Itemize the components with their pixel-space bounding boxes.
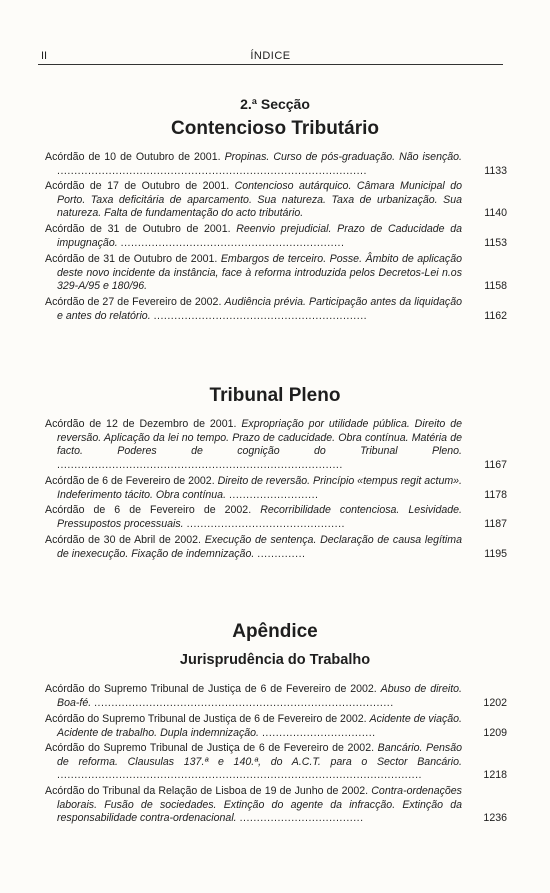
index-entry: Acórdão de 10 de Outubro de 2001. Propinas. Curso de pós-graduação. Não isenção. .......................................................................................... 1133 bbox=[45, 151, 507, 177]
entry-lead: Acórdão de 12 de Dezembro de 2001. bbox=[45, 418, 237, 430]
index-entry: Acórdão do Supremo Tribunal de Justiça de 6 de Fevereiro de 2002. Abuso de direito. Boa-fé. ....................................................................................... 1202 bbox=[45, 683, 507, 709]
entry-description: Contra-ordenações laborais. Fusão de sociedades. Extinção do agente da infracção. Extinção da responsabilidade contra-ordenacional. bbox=[57, 785, 462, 824]
entry-lead: Acórdão de 27 de Fevereiro de 2002. bbox=[45, 296, 222, 308]
entry-lead: Acórdão de 6 de Fevereiro de 2002. bbox=[45, 504, 252, 516]
entry-description: Embargos de terceiro. Posse. Âmbito de aplicação deste novo incidente da instância, face à reforma introduzida pelos Decretos-Lei n.os 329-A/95 e 180/96. bbox=[57, 253, 462, 292]
index-entry: Acórdão de 31 de Outubro de 2001. Reenvio prejudicial. Prazo de Caducidade da impugnação. ................................................................. 1153 bbox=[45, 223, 507, 249]
index-entry: Acórdão de 12 de Dezembro de 2001. Expropriação por utilidade pública. Direito de reversão. Aplicação da lei no tempo. Prazo de caducidade. Obra contínua. Matéria de facto. Poderes de cognição do Tribunal Pleno. ................................................................................... 1167 bbox=[45, 418, 507, 471]
section-subtitle: 2.ª Secção bbox=[240, 96, 310, 112]
entry-page: 1236 bbox=[483, 812, 507, 824]
index-entry: Acórdão do Supremo Tribunal de Justiça de 6 de Fevereiro de 2002. Bancário. Pensão de reforma. Clausulas 137.ª e 140.ª, do A.C.T. para o Sector Bancário. .......................................................................................................... 1218 bbox=[45, 742, 507, 781]
entry-page: 1202 bbox=[483, 696, 507, 709]
entry-page: 1167 bbox=[484, 458, 507, 471]
entry-lead: Acórdão do Tribunal da Relação de Lisboa de 19 de Junho de 2002. bbox=[45, 785, 369, 797]
entry-lead: Acórdão de 10 de Outubro de 2001. bbox=[45, 151, 221, 163]
index-entry: Acórdão de 6 de Fevereiro de 2002. Direito de reversão. Princípio «tempus regit actum». Indeferimento tácito. Obra contínua. .......................... 1178 bbox=[45, 475, 507, 501]
entry-description: Abuso de direito. Boa-fé. bbox=[57, 683, 462, 709]
section-title: Tribunal Pleno bbox=[209, 385, 341, 406]
entry-lead: Acórdão de 31 de Outubro de 2001. bbox=[45, 253, 218, 265]
entry-lead: Acórdão do Supremo Tribunal de Justiça de 6 de Fevereiro de 2002. bbox=[45, 742, 375, 754]
entry-lead: Acórdão de 31 de Outubro de 2001. bbox=[45, 223, 231, 235]
entry-page: 1187 bbox=[484, 517, 507, 530]
entry-description: Bancário. Pensão de reforma. Clausulas 137.ª e 140.ª, do A.C.T. para o Sector Bancário. bbox=[57, 742, 462, 768]
entry-page: 1209 bbox=[483, 726, 507, 739]
entry-description: Contencioso autárquico. Câmara Municipal do Porto. Taxa deficitária de aparcamento. Sua natureza. Taxa de urbanização. Sua natureza. Falta de fundamentação do acto tributário. bbox=[57, 180, 462, 219]
entry-description: Expropriação por utilidade pública. Direito de reversão. Aplicação da lei no tempo. Prazo de caducidade. Obra contínua. Matéria de facto. Poderes de cognição do Tribunal Pleno. bbox=[57, 418, 462, 457]
index-entry: Acórdão do Supremo Tribunal de Justiça de 6 de Fevereiro de 2002. Acidente de viação. Acidente de trabalho. Dupla indemnização. ................................. 1209 bbox=[45, 713, 507, 739]
page-number: II bbox=[41, 50, 48, 62]
index-entry: Acórdão de 27 de Fevereiro de 2002. Audiência prévia. Participação antes da liquidação e antes do relatório. .............................................................. 1162 bbox=[45, 296, 507, 322]
entry-page: 1162 bbox=[484, 309, 507, 322]
entry-page: 1178 bbox=[484, 488, 507, 501]
entry-page: 1218 bbox=[483, 769, 507, 781]
index-entry bbox=[45, 253, 515, 294]
entry-page: 1195 bbox=[484, 547, 507, 560]
entry-description: Audiência prévia. Participação antes da liquidação e antes do relatório. bbox=[57, 296, 462, 322]
entry-description: Execução de sentença. Declaração de causa legítima de inexecução. Fixação de indemnização. bbox=[57, 534, 462, 560]
index-entry bbox=[45, 180, 515, 221]
entry-lead: Acórdão do Supremo Tribunal de Justiça de 6 de Fevereiro de 2002. bbox=[45, 713, 367, 725]
entry-lead: Acórdão do Supremo Tribunal de Justiça de 6 de Fevereiro de 2002. bbox=[45, 683, 377, 695]
entry-description: Propinas. Curso de pós-graduação. Não isenção. bbox=[224, 151, 462, 163]
entry-description: Direito de reversão. Princípio «tempus regit actum». Indeferimento tácito. Obra contínua. bbox=[57, 475, 462, 501]
entry-description: Acidente de viação. Acidente de trabalho. Dupla indemnização. bbox=[57, 713, 462, 739]
section-title: Contencioso Tributário bbox=[171, 118, 379, 139]
index-entry: Acórdão de 6 de Fevereiro de 2002. Recorribilidade contenciosa. Lesividade. Pressupostos processuais. .............................................. 1187 bbox=[45, 504, 507, 530]
entry-description: Recorribilidade contenciosa. Lesividade. Pressupostos processuais. bbox=[57, 504, 463, 530]
entry-page: 1153 bbox=[484, 236, 507, 249]
entry-page: 1140 bbox=[484, 207, 507, 219]
entry-lead: Acórdão de 6 de Fevereiro de 2002. bbox=[45, 475, 215, 487]
entry-page: 1158 bbox=[484, 280, 507, 292]
index-entry: Acórdão do Tribunal da Relação de Lisboa de 19 de Junho de 2002. Contra-ordenações laborais. Fusão de sociedades. Extinção do agente da infracção. Extinção da responsabilidade contra-ordenacional. .................................... 1236 bbox=[45, 785, 507, 824]
entry-lead: Acórdão de 17 de Outubro de 2001. bbox=[45, 180, 230, 192]
entry-lead: Acórdão de 30 de Abril de 2002. bbox=[45, 534, 201, 546]
index-entry: Acórdão de 30 de Abril de 2002. Execução de sentença. Declaração de causa legítima de inexecução. Fixação de indemnização. .............. 1195 bbox=[45, 534, 507, 560]
running-header bbox=[38, 48, 503, 65]
section-subtitle: Jurisprudência do Trabalho bbox=[179, 652, 371, 668]
entry-description: Reenvio prejudicial. Prazo de Caducidade da impugnação. bbox=[57, 223, 463, 249]
entry-page: 1133 bbox=[484, 164, 507, 177]
section-title: Apêndice bbox=[232, 621, 318, 642]
running-title: ÍNDICE bbox=[250, 50, 291, 62]
